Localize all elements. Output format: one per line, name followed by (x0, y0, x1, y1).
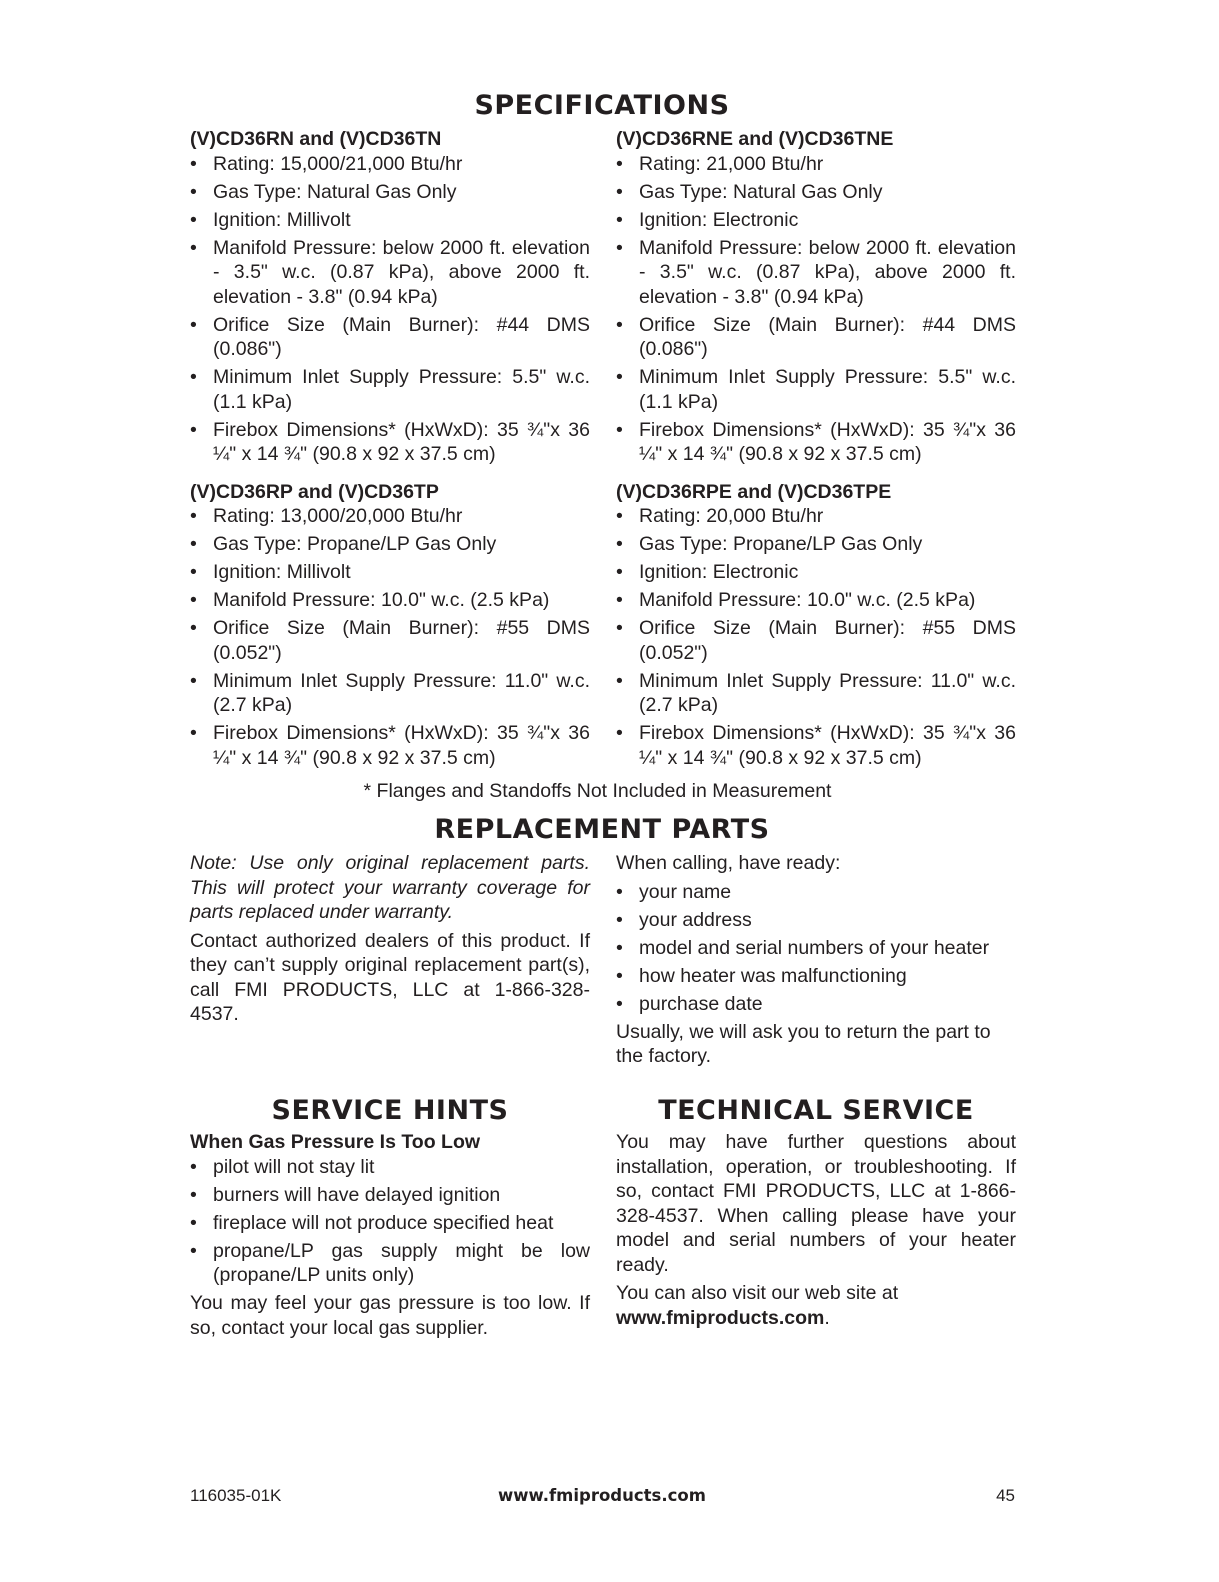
calling-item: • your address (616, 908, 1016, 933)
hint-item: • pilot will not stay lit (190, 1155, 590, 1180)
spec-item: • Rating: 21,000 Btu/hr (616, 152, 1016, 177)
replacement-contact: Contact authorized dealers of this product. If they can’t supply original replacement part(s), call FMI PRODUCTS, LLC at 1-866-328-4537. (190, 929, 590, 1025)
spec-item: • Minimum Inlet Supply Pressure: 5.5" w.c. (1.1 kPa) (616, 365, 1016, 414)
technical-service-body: You may have further questions about installation, operation, or troubleshooting. If so, contact FMI PRODUCTS, LLC at 1-866-328-4537. When calling please have your model and serial numbers of your heater ready. (616, 1131, 1016, 1276)
spec-model-heading: (V)CD36RPE and (V)CD36TPE (616, 480, 892, 503)
spec-item: • Minimum Inlet Supply Pressure: 5.5" w.c. (1.1 kPa) (190, 365, 590, 414)
spec-item: • Rating: 13,000/20,000 Btu/hr (190, 504, 590, 529)
calling-item: • your name (616, 880, 1016, 905)
hint-item: • propane/LP gas supply might be low (propane/LP units only) (190, 1239, 590, 1288)
spec-item: • Manifold Pressure: 10.0" w.c. (2.5 kPa) (616, 588, 1016, 613)
calling-item: • purchase date (616, 992, 1016, 1017)
spec-block-natural-millivolt (190, 127, 590, 467)
spec-item: • Minimum Inlet Supply Pressure: 11.0" w.c. (2.7 kPa) (190, 669, 590, 718)
replacement-column-right (616, 851, 1016, 1073)
spec-item: • Minimum Inlet Supply Pressure: 11.0" w.c. (2.7 kPa) (616, 669, 1016, 718)
spec-item: • Ignition: Electronic (616, 208, 1016, 233)
spec-item: • Rating: 20,000 Btu/hr (616, 504, 1016, 529)
replacement-column-left (190, 851, 590, 1031)
spec-item: • Manifold Pressure: 10.0" w.c. (2.5 kPa) (190, 588, 590, 613)
spec-item: • Gas Type: Propane/LP Gas Only (616, 532, 1016, 557)
spec-item: • Orifice Size (Main Burner): #55 DMS (0.052") (190, 616, 590, 665)
return-note: Usually, we will ask you to return the part to the factory. (616, 1020, 991, 1067)
spec-item: • Gas Type: Natural Gas Only (190, 180, 590, 205)
spec-model-heading: (V)CD36RNE and (V)CD36TNE (616, 128, 894, 150)
spec-column-left (190, 127, 590, 783)
spec-item: • Firebox Dimensions* (HxWxD): 35 ¾"x 36 ¼" x 14 ¾" (90.8 x 92 x 37.5 cm) (616, 721, 1016, 770)
spec-item: • Rating: 15,000/21,000 Btu/hr (190, 152, 590, 177)
technical-service-column (616, 1130, 1016, 1334)
spec-footnote: * Flanges and Standoffs Not Included in Measurement (363, 780, 832, 802)
hint-item: • fireplace will not produce specified heat (190, 1211, 590, 1236)
web-intro: You can also visit our web site at (616, 1282, 899, 1304)
replacement-note: Note: Use only original replacement parts. This will protect your warranty coverage for parts replaced under warranty. (190, 852, 590, 923)
spec-item: • Orifice Size (Main Burner): #44 DMS (0.086") (616, 313, 1016, 362)
spec-block-propane-electronic (616, 480, 1016, 771)
spec-item: • Ignition: Millivolt (190, 560, 590, 585)
calling-item: • how heater was malfunctioning (616, 964, 1016, 989)
service-hints-heading: SERVICE HINTS (271, 1095, 509, 1126)
spec-item: • Gas Type: Propane/LP Gas Only (190, 532, 590, 557)
footer-website[interactable]: www.fmiproducts.com (498, 1486, 706, 1505)
replacement-parts-heading: REPLACEMENT PARTS (434, 814, 770, 845)
service-hints-closing: You may feel your gas pressure is too low. If so, contact your local gas supplier. (190, 1292, 590, 1339)
footer-page-number: 45 (996, 1486, 1015, 1505)
spec-item: • Firebox Dimensions* (HxWxD): 35 ¾"x 36 ¼" x 14 ¾" (90.8 x 92 x 37.5 cm) (190, 418, 590, 467)
web-period: . (824, 1306, 830, 1329)
calling-intro: When calling, have ready: (616, 852, 841, 874)
spec-item: • Manifold Pressure: below 2000 ft. elevation - 3.5" w.c. (0.87 kPa), above 2000 ft. elevation - 3.8" (0.94 kPa) (190, 236, 590, 310)
spec-item: • Gas Type: Natural Gas Only (616, 180, 1016, 205)
spec-item: • Orifice Size (Main Burner): #55 DMS (0.052") (616, 616, 1016, 665)
technical-service-heading: TECHNICAL SERVICE (658, 1095, 974, 1126)
spec-item: • Orifice Size (Main Burner): #44 DMS (0.086") (190, 313, 590, 362)
web-link[interactable]: www.fmiproducts.com (616, 1306, 825, 1329)
spec-item: • Manifold Pressure: below 2000 ft. elevation - 3.5" w.c. (0.87 kPa), above 2000 ft. elevation - 3.8" (0.94 kPa) (616, 236, 1016, 310)
spec-item: • Ignition: Millivolt (190, 208, 590, 233)
spec-item: • Firebox Dimensions* (HxWxD): 35 ¾"x 36 ¼" x 14 ¾" (90.8 x 92 x 37.5 cm) (190, 721, 590, 770)
spec-column-right (616, 127, 1016, 783)
spec-model-heading: (V)CD36RN and (V)CD36TN (190, 128, 442, 150)
spec-model-heading: (V)CD36RP and (V)CD36TP (190, 480, 439, 503)
spec-item: • Firebox Dimensions* (HxWxD): 35 ¾"x 36 ¼" x 14 ¾" (90.8 x 92 x 37.5 cm) (616, 418, 1016, 467)
spec-block-natural-electronic (616, 127, 1016, 467)
spec-block-propane-millivolt (190, 480, 590, 771)
service-hints-subheading: When Gas Pressure Is Too Low (190, 1131, 481, 1153)
calling-item: • model and serial numbers of your heater (616, 936, 1016, 961)
specifications-heading: SPECIFICATIONS (474, 90, 730, 121)
footer-doc-number: 116035-01K (190, 1486, 282, 1505)
spec-item: • Ignition: Electronic (616, 560, 1016, 585)
hint-item: • burners will have delayed ignition (190, 1183, 590, 1208)
service-hints-column (190, 1130, 590, 1344)
technical-service-web (616, 1281, 1016, 1330)
